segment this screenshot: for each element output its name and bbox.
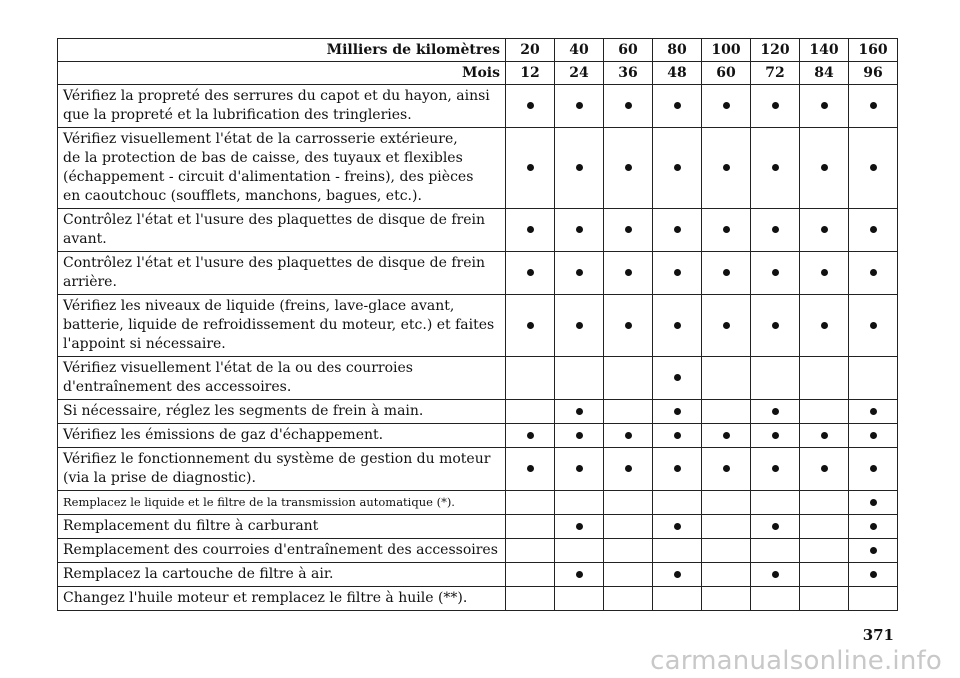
interval-cell: [702, 424, 751, 448]
interval-cell: [653, 539, 702, 563]
operation-label: Changez l'huile moteur et remplacez le filtre à huile (**).: [58, 587, 506, 611]
table-row: [58, 128, 898, 209]
header-label: Milliers de kilomètres: [58, 39, 506, 62]
interval-cell: [751, 295, 800, 357]
bullet-mark: [625, 269, 632, 276]
bullet-mark: [870, 226, 877, 233]
interval-cell: [604, 563, 653, 587]
interval-cell: [653, 491, 702, 515]
interval-cell: [800, 491, 849, 515]
operation-label: Vérifiez la propreté des serrures du capot et du hayon, ainsi que la propreté et la lubrification des tringleries.: [58, 85, 506, 128]
interval-cell: [702, 563, 751, 587]
header-value: 80: [653, 39, 702, 62]
interval-cell: [653, 252, 702, 295]
interval-cell: [604, 252, 653, 295]
operation-label: Remplacement du filtre à carburant: [58, 515, 506, 539]
bullet-mark: [870, 102, 877, 109]
bullet-mark: [870, 164, 877, 171]
bullet-mark: [674, 408, 681, 415]
interval-cell: [653, 128, 702, 209]
interval-cell: [800, 587, 849, 611]
operation-label: Remplacez la cartouche de filtre à air.: [58, 563, 506, 587]
interval-cell: [506, 563, 555, 587]
bullet-mark: [723, 102, 730, 109]
interval-cell: [653, 424, 702, 448]
bullet-mark: [527, 465, 534, 472]
bullet-mark: [625, 226, 632, 233]
interval-cell: [800, 563, 849, 587]
bullet-mark: [870, 269, 877, 276]
interval-cell: [751, 515, 800, 539]
interval-cell: [800, 252, 849, 295]
page-number: 371: [862, 626, 894, 644]
interval-cell: [751, 209, 800, 252]
bullet-mark: [821, 102, 828, 109]
header-row: [58, 62, 898, 85]
header-value: 84: [800, 62, 849, 85]
interval-cell: [555, 85, 604, 128]
header-value: 60: [604, 39, 653, 62]
bullet-mark: [821, 226, 828, 233]
bullet-mark: [527, 102, 534, 109]
interval-cell: [555, 491, 604, 515]
interval-cell: [702, 400, 751, 424]
bullet-mark: [576, 102, 583, 109]
bullet-mark: [772, 102, 779, 109]
interval-cell: [800, 85, 849, 128]
bullet-mark: [674, 164, 681, 171]
bullet-mark: [723, 164, 730, 171]
interval-cell: [604, 515, 653, 539]
interval-cell: [849, 357, 898, 400]
interval-cell: [555, 400, 604, 424]
interval-cell: [604, 85, 653, 128]
interval-cell: [555, 587, 604, 611]
interval-cell: [849, 448, 898, 491]
interval-cell: [506, 252, 555, 295]
bullet-mark: [674, 322, 681, 329]
interval-cell: [849, 515, 898, 539]
interval-cell: [751, 587, 800, 611]
interval-cell: [506, 491, 555, 515]
table-row: [58, 539, 898, 563]
table-row: [58, 85, 898, 128]
bullet-mark: [821, 269, 828, 276]
interval-cell: [653, 448, 702, 491]
bullet-mark: [772, 432, 779, 439]
bullet-mark: [821, 164, 828, 171]
interval-cell: [653, 209, 702, 252]
interval-cell: [751, 563, 800, 587]
interval-cell: [506, 295, 555, 357]
interval-cell: [702, 539, 751, 563]
bullet-mark: [772, 226, 779, 233]
table-row: [58, 448, 898, 491]
interval-cell: [849, 128, 898, 209]
interval-cell: [751, 85, 800, 128]
interval-cell: [653, 357, 702, 400]
header-value: 24: [555, 62, 604, 85]
header-value: 40: [555, 39, 604, 62]
bullet-mark: [674, 102, 681, 109]
bullet-mark: [772, 408, 779, 415]
bullet-mark: [674, 432, 681, 439]
interval-cell: [702, 491, 751, 515]
bullet-mark: [576, 164, 583, 171]
interval-cell: [849, 252, 898, 295]
interval-cell: [604, 357, 653, 400]
bullet-mark: [870, 408, 877, 415]
interval-cell: [506, 209, 555, 252]
bullet-mark: [772, 571, 779, 578]
interval-cell: [555, 515, 604, 539]
bullet-mark: [576, 465, 583, 472]
interval-cell: [849, 209, 898, 252]
interval-cell: [555, 209, 604, 252]
interval-cell: [555, 357, 604, 400]
bullet-mark: [723, 465, 730, 472]
interval-cell: [702, 128, 751, 209]
interval-cell: [800, 209, 849, 252]
header-value: 60: [702, 62, 751, 85]
interval-cell: [555, 252, 604, 295]
bullet-mark: [870, 571, 877, 578]
bullet-mark: [674, 226, 681, 233]
bullet-mark: [821, 465, 828, 472]
interval-cell: [800, 357, 849, 400]
interval-cell: [702, 209, 751, 252]
interval-cell: [604, 448, 653, 491]
table-row: [58, 357, 898, 400]
bullet-mark: [527, 269, 534, 276]
bullet-mark: [576, 432, 583, 439]
table-row: [58, 252, 898, 295]
bullet-mark: [772, 465, 779, 472]
interval-cell: [506, 128, 555, 209]
interval-cell: [751, 539, 800, 563]
bullet-mark: [870, 547, 877, 554]
interval-cell: [751, 448, 800, 491]
bullet-mark: [576, 322, 583, 329]
interval-cell: [653, 400, 702, 424]
bullet-mark: [576, 269, 583, 276]
bullet-mark: [870, 523, 877, 530]
bullet-mark: [870, 322, 877, 329]
header-value: 140: [800, 39, 849, 62]
interval-cell: [604, 424, 653, 448]
bullet-mark: [527, 164, 534, 171]
interval-cell: [555, 128, 604, 209]
bullet-mark: [772, 164, 779, 171]
interval-cell: [702, 357, 751, 400]
bullet-mark: [674, 523, 681, 530]
interval-cell: [604, 587, 653, 611]
interval-cell: [800, 400, 849, 424]
bullet-mark: [772, 523, 779, 530]
interval-cell: [555, 563, 604, 587]
interval-cell: [751, 424, 800, 448]
bullet-mark: [674, 571, 681, 578]
table-row: [58, 424, 898, 448]
operation-label: Vérifiez le fonctionnement du système de gestion du moteur (via la prise de diagnostic).: [58, 448, 506, 491]
bullet-mark: [576, 523, 583, 530]
interval-cell: [849, 539, 898, 563]
interval-cell: [604, 491, 653, 515]
interval-cell: [604, 539, 653, 563]
bullet-mark: [723, 226, 730, 233]
bullet-mark: [527, 226, 534, 233]
table-row: [58, 563, 898, 587]
header-label: Mois: [58, 62, 506, 85]
table-body: [58, 39, 898, 611]
interval-cell: [506, 400, 555, 424]
interval-cell: [751, 357, 800, 400]
operation-label: Contrôlez l'état et l'usure des plaquettes de disque de frein arrière.: [58, 252, 506, 295]
bullet-mark: [723, 269, 730, 276]
header-value: 96: [849, 62, 898, 85]
interval-cell: [800, 448, 849, 491]
interval-cell: [506, 539, 555, 563]
interval-cell: [702, 295, 751, 357]
header-value: 12: [506, 62, 555, 85]
table-row: [58, 209, 898, 252]
bullet-mark: [674, 269, 681, 276]
interval-cell: [702, 448, 751, 491]
bullet-mark: [527, 322, 534, 329]
operation-label: Remplacement des courroies d'entraînement des accessoires: [58, 539, 506, 563]
header-value: 36: [604, 62, 653, 85]
interval-cell: [555, 539, 604, 563]
interval-cell: [604, 128, 653, 209]
table-row: [58, 400, 898, 424]
interval-cell: [702, 587, 751, 611]
interval-cell: [849, 491, 898, 515]
bullet-mark: [527, 432, 534, 439]
bullet-mark: [870, 432, 877, 439]
table-row: [58, 491, 898, 515]
interval-cell: [604, 209, 653, 252]
interval-cell: [653, 515, 702, 539]
interval-cell: [555, 424, 604, 448]
bullet-mark: [870, 465, 877, 472]
interval-cell: [849, 295, 898, 357]
interval-cell: [751, 491, 800, 515]
maintenance-schedule-table: [57, 38, 898, 611]
bullet-mark: [723, 432, 730, 439]
bullet-mark: [576, 408, 583, 415]
interval-cell: [800, 128, 849, 209]
interval-cell: [800, 515, 849, 539]
interval-cell: [506, 357, 555, 400]
interval-cell: [849, 424, 898, 448]
bullet-mark: [821, 322, 828, 329]
interval-cell: [849, 587, 898, 611]
bullet-mark: [772, 269, 779, 276]
header-value: 160: [849, 39, 898, 62]
bullet-mark: [821, 432, 828, 439]
interval-cell: [506, 587, 555, 611]
bullet-mark: [576, 226, 583, 233]
interval-cell: [653, 587, 702, 611]
interval-cell: [653, 563, 702, 587]
bullet-mark: [625, 465, 632, 472]
interval-cell: [849, 85, 898, 128]
interval-cell: [506, 448, 555, 491]
bullet-mark: [674, 465, 681, 472]
operation-label: Vérifiez les niveaux de liquide (freins, lave-glace avant, batterie, liquide de refroidissement du moteur, etc.) et faites l'appoint si nécessaire.: [58, 295, 506, 357]
interval-cell: [555, 448, 604, 491]
interval-cell: [506, 85, 555, 128]
interval-cell: [849, 563, 898, 587]
header-value: 100: [702, 39, 751, 62]
interval-cell: [506, 515, 555, 539]
header-value: 72: [751, 62, 800, 85]
interval-cell: [653, 295, 702, 357]
interval-cell: [849, 400, 898, 424]
bullet-mark: [625, 432, 632, 439]
bullet-mark: [625, 164, 632, 171]
operation-label: Vérifiez visuellement l'état de la carrosserie extérieure, de la protection de bas de caisse, des tuyaux et flexibles (échappement - circuit d'alimentation - freins), des pièces en caoutchouc (soufflets, manchons, bagues, etc.).: [58, 128, 506, 209]
operation-label: Vérifiez les émissions de gaz d'échappement.: [58, 424, 506, 448]
interval-cell: [604, 400, 653, 424]
header-row: [58, 39, 898, 62]
operation-label: Remplacez le liquide et le filtre de la transmission automatique (*).: [58, 491, 506, 515]
interval-cell: [555, 295, 604, 357]
bullet-mark: [625, 322, 632, 329]
interval-cell: [702, 252, 751, 295]
operation-label: Contrôlez l'état et l'usure des plaquettes de disque de frein avant.: [58, 209, 506, 252]
interval-cell: [506, 424, 555, 448]
table-row: [58, 587, 898, 611]
bullet-mark: [674, 374, 681, 381]
interval-cell: [800, 539, 849, 563]
interval-cell: [751, 252, 800, 295]
interval-cell: [751, 128, 800, 209]
header-value: 120: [751, 39, 800, 62]
watermark-text: carmanualsonline.info: [650, 646, 942, 676]
table-row: [58, 295, 898, 357]
interval-cell: [751, 400, 800, 424]
interval-cell: [702, 515, 751, 539]
bullet-mark: [625, 102, 632, 109]
interval-cell: [702, 85, 751, 128]
header-value: 48: [653, 62, 702, 85]
operation-label: Si nécessaire, réglez les segments de frein à main.: [58, 400, 506, 424]
interval-cell: [800, 295, 849, 357]
table-row: [58, 515, 898, 539]
interval-cell: [653, 85, 702, 128]
interval-cell: [604, 295, 653, 357]
operation-label: Vérifiez visuellement l'état de la ou des courroies d'entraînement des accessoires.: [58, 357, 506, 400]
bullet-mark: [723, 322, 730, 329]
bullet-mark: [870, 499, 877, 506]
bullet-mark: [576, 571, 583, 578]
interval-cell: [800, 424, 849, 448]
bullet-mark: [772, 322, 779, 329]
header-value: 20: [506, 39, 555, 62]
